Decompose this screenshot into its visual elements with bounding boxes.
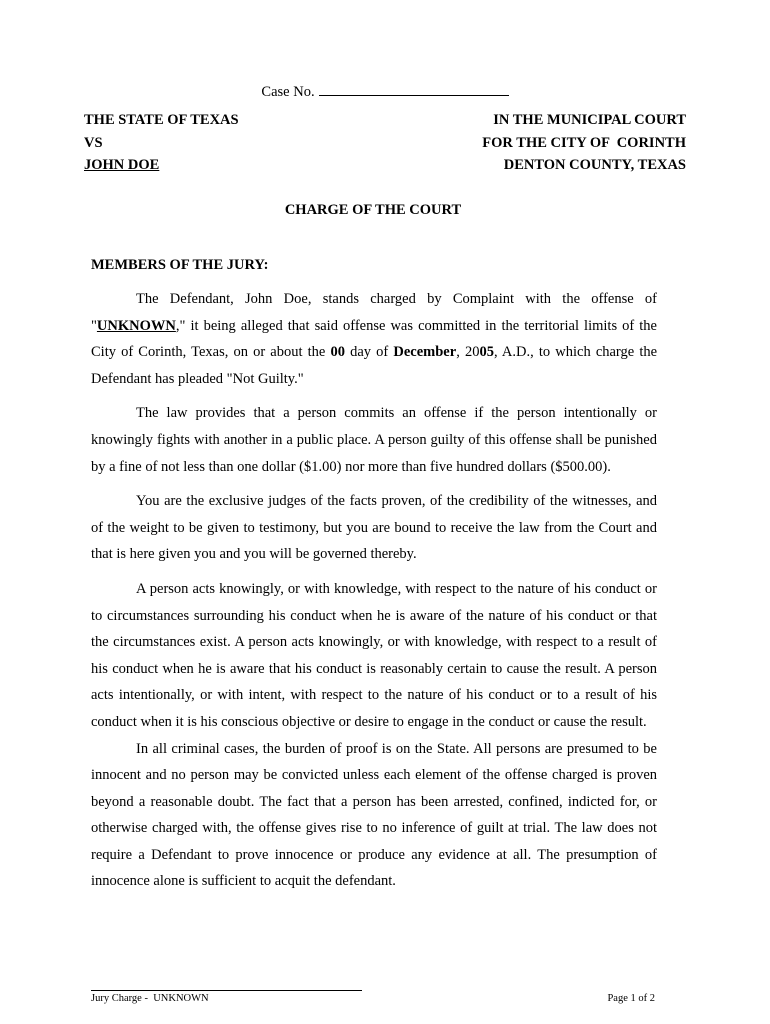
paragraph-law: The law provides that a person commits an offense if the person intentionally or knowingly fights with another in a public place. A person guilty of this offense shall be punished by a fine of not less than one dollar ($1.00) nor more than five hundred dollars ($500.00). (91, 405, 657, 475)
paragraph-text: , A.D., to which charge the Defendant has pleaded "Not Guilty." (91, 344, 658, 387)
jury-salutation: MEMBERS OF THE JURY: (91, 257, 269, 273)
offense-year-suffix: 05 (479, 344, 494, 361)
paragraph-judges: You are the exclusive judges of the facts proven, of the credibility of the witnesses, and of the weight to be given to testimony, but you are bound to receive the law from the Court and that is here given you and you will be governed thereby. (91, 493, 657, 563)
paragraph-text: ," it being alleged that said offense was committed in the territorial limits of the City of Corinth, Texas, on or about the (91, 317, 657, 361)
offense-name: UNKNOWN (96, 317, 176, 334)
paragraph-knowingly: A person acts knowingly, or with knowledge, with respect to the nature of his conduct or to circumstances surrounding his conduct when he is aware of the nature of his conduct or that the circumstances exist. A person acts knowingly, or with knowledge, with respect to a result of his conduct when he is aware that his conduct is reasonably certain to cause the result. A person acts intentionally, or with intent, with respect to the nature of his conduct or to a result of his conduct when it is his conscious objective or desire to engage in the conduct or cause the result. (91, 580, 657, 730)
footer-page-number: Page 1 of 2 (607, 993, 655, 1004)
caption-county: DENTON COUNTY, TEXAS (503, 157, 686, 173)
footer-divider (91, 990, 362, 991)
paragraph-text: day of (344, 344, 394, 361)
offense-day: 00 (330, 344, 345, 361)
charge-body (91, 286, 657, 903)
caption-versus: VS (84, 134, 103, 151)
offense-month: December (393, 344, 457, 361)
footer-document-name: Jury Charge - UNKNOWN (91, 993, 209, 1004)
caption-right (482, 109, 686, 177)
paragraph-complaint (91, 286, 657, 392)
paragraph-text: The Defendant, John Doe, stands charged by Complaint with the offense of " (91, 291, 657, 334)
case-number-blank (319, 82, 509, 96)
caption-city: FOR THE CITY OF CORINTH (482, 134, 686, 151)
case-number-label: Case No. (261, 84, 315, 100)
paragraph-burden-of-proof: In all criminal cases, the burden of proof is on the State. All persons are presumed to be innocent and no person may be convicted unless each element of the offense charged is proven beyond a reasonable doubt. The fact that a person has been arrested, confined, indicted for, or otherwise charged with, the offense gives rise to no inference of guilt at trial. The law does not require a Defendant to prove innocence or produce any evidence at all. The presumption of innocence alone is sufficient to acquit the defendant. (91, 740, 657, 890)
caption-defendant: JOHN DOE (84, 157, 160, 173)
case-number-line (0, 82, 770, 101)
paragraph-text: , 20 (456, 344, 480, 361)
caption-state: THE STATE OF TEXAS (84, 112, 239, 128)
caption-left (84, 109, 239, 177)
caption-court: IN THE MUNICIPAL COURT (493, 112, 686, 128)
document-title: CHARGE OF THE COURT (284, 202, 462, 218)
